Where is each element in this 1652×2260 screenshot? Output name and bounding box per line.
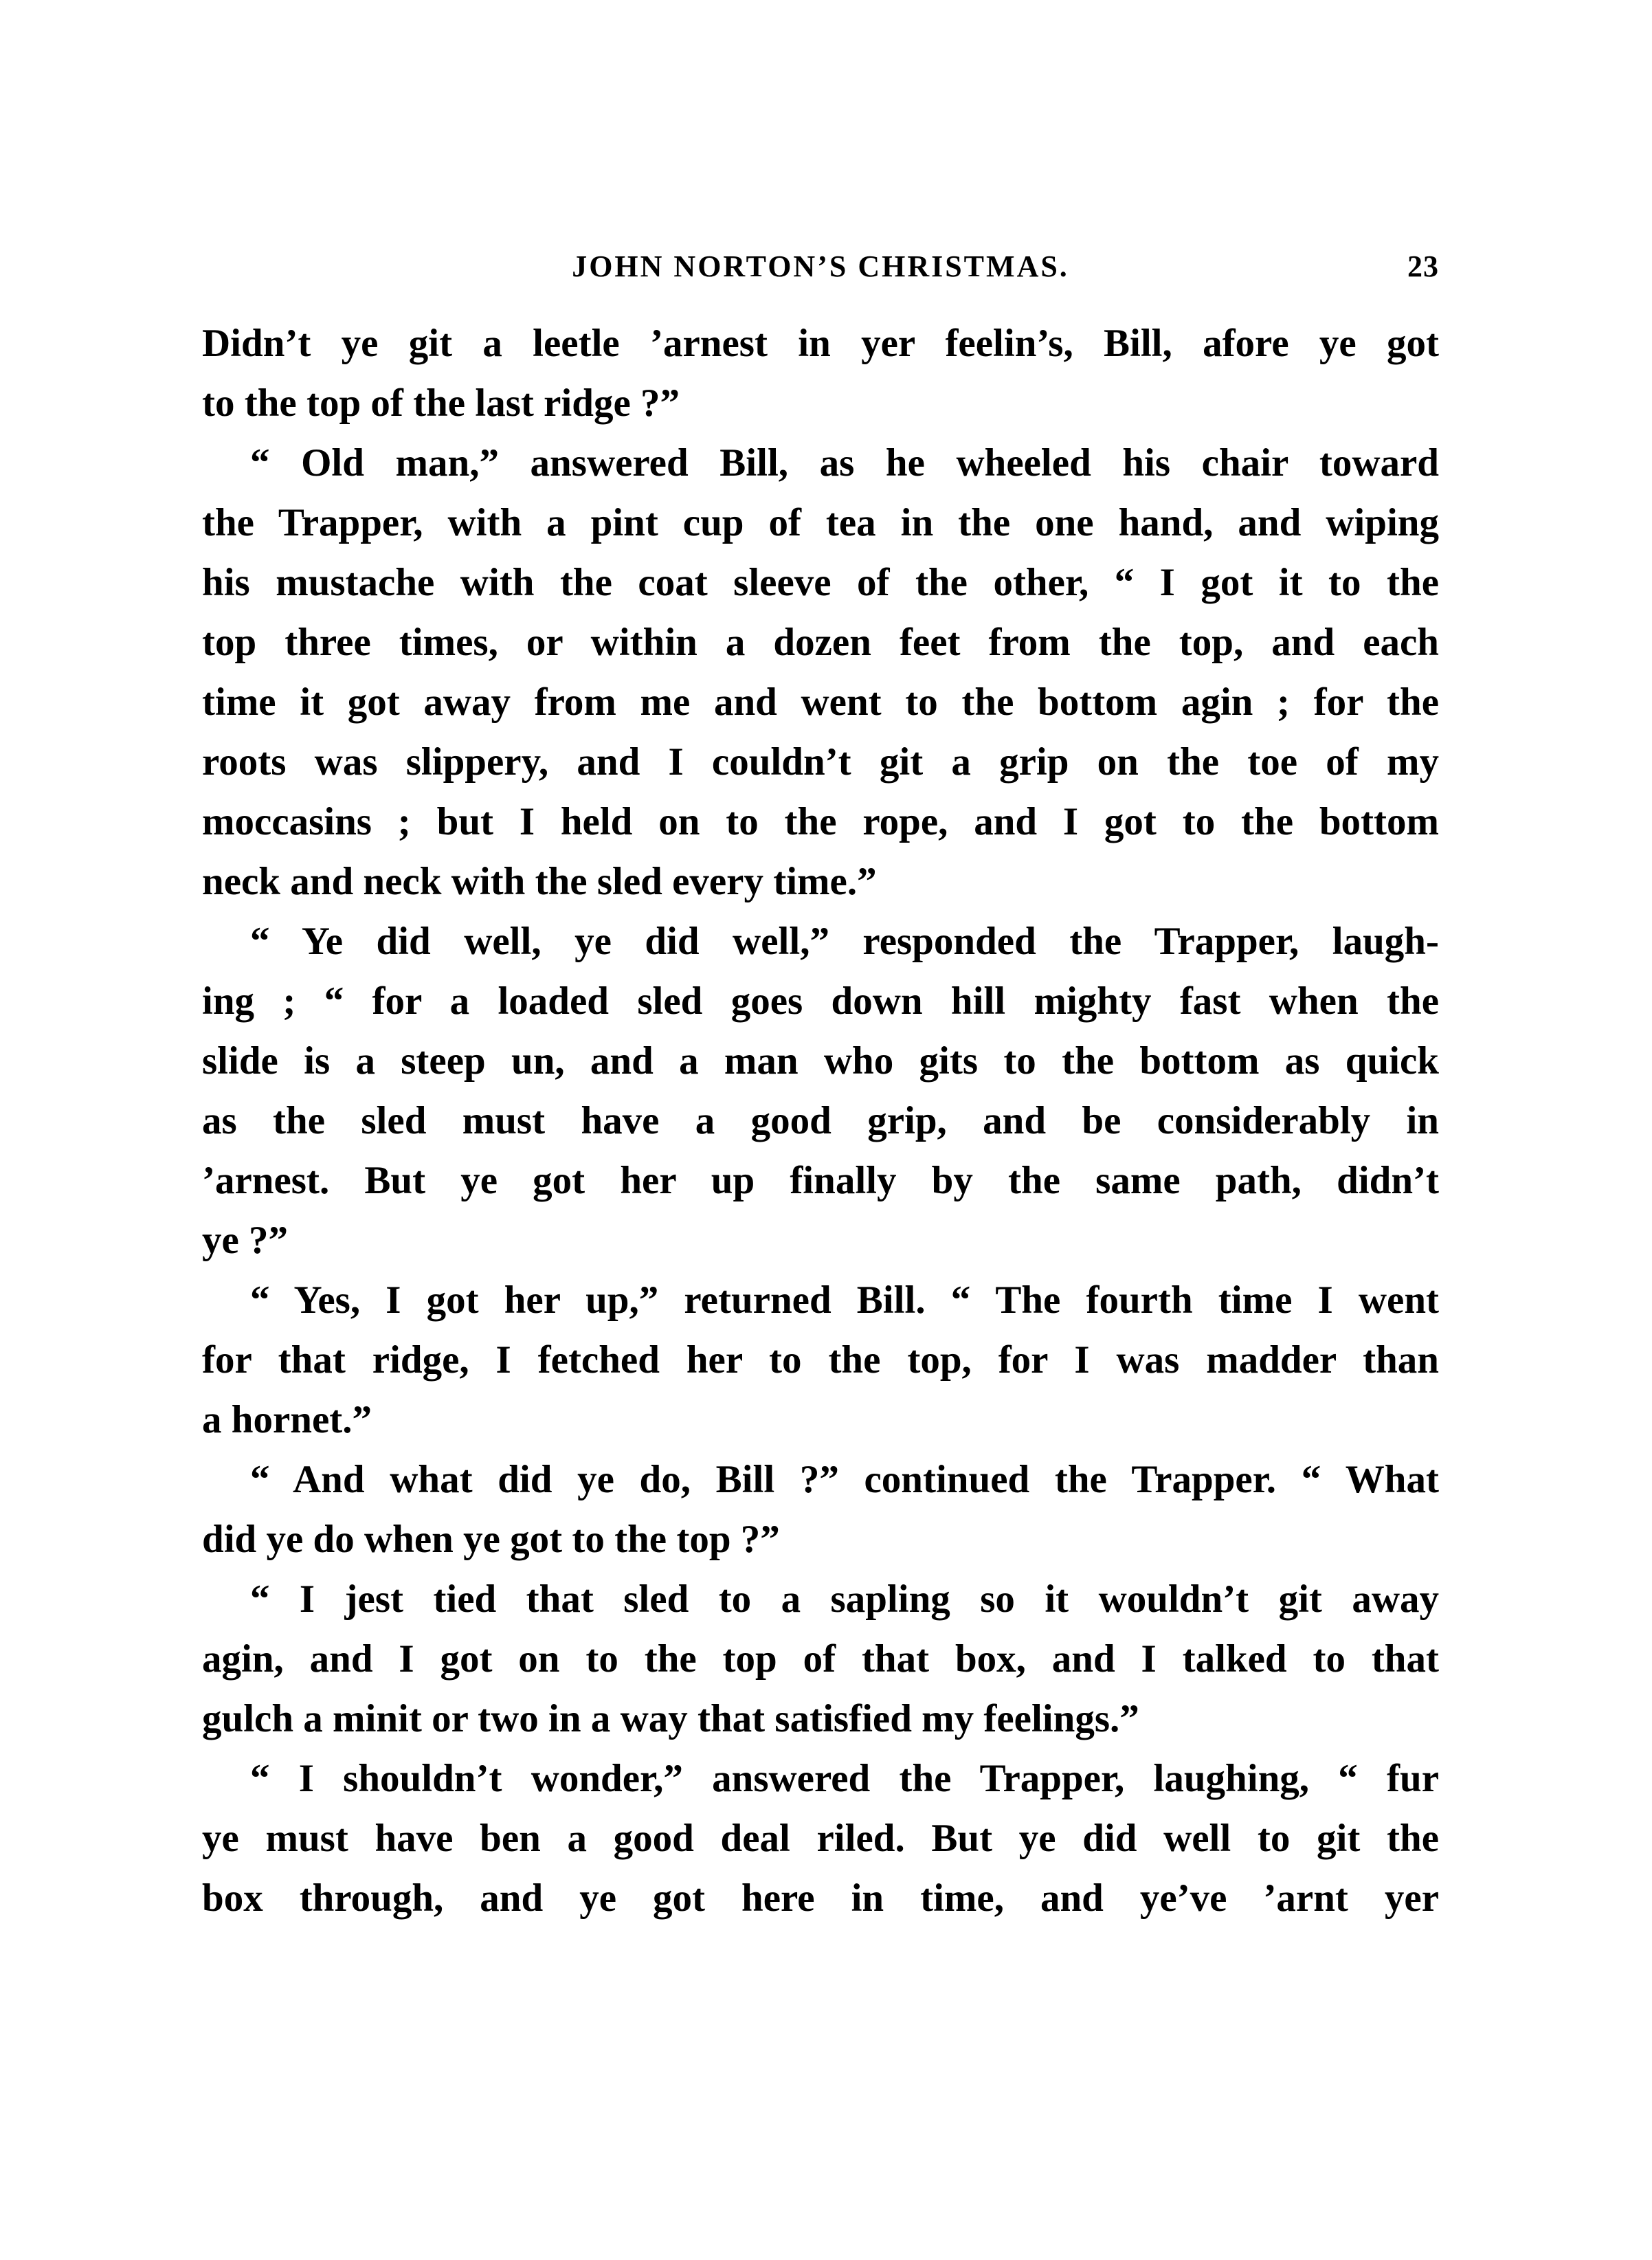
text-line: gulch a minit or two in a way that satisfied my feelings.” [202, 1697, 1139, 1740]
paragraph [202, 433, 1439, 911]
text-line: ’arnest. But ye got her up finally by the same path, didn’t [202, 1159, 1439, 1202]
text-line: “ And what did ye do, Bill ?” continued the Trapper. “ What [250, 1458, 1439, 1501]
text-line: neck and neck with the sled every time.” [202, 860, 877, 903]
text-column [202, 252, 1439, 1928]
text-line: time it got away from me and went to the bottom agin ; for the [202, 680, 1439, 724]
text-line: to the top of the last ridge ?” [202, 381, 680, 425]
running-header [202, 252, 1439, 282]
paragraph [202, 1270, 1439, 1450]
text-line: agin, and I got on to the top of that box, and I talked to that [202, 1637, 1439, 1681]
text-line: did ye do when ye got to the top ?” [202, 1518, 780, 1561]
text-line: “ I jest tied that sled to a sapling so it wouldn’t git away [250, 1577, 1439, 1621]
text-line: Didn’t ye git a leetle ’arnest in yer feelin’s, Bill, afore ye got [202, 322, 1439, 365]
text-line: “ Yes, I got her up,” returned Bill. “ The fourth time I went [250, 1278, 1439, 1322]
text-line: ye ?” [202, 1219, 289, 1262]
text-line: the Trapper, with a pint cup of tea in the one hand, and wiping [202, 501, 1439, 544]
text-line: “ I shouldn’t wonder,” answered the Trapper, laughing, “ fur [250, 1757, 1439, 1800]
text-line: box through, and ye got here in time, and ye’ve ’arnt yer [202, 1876, 1439, 1920]
text-line: slide is a steep un, and a man who gits to the bottom as quick [202, 1039, 1439, 1083]
text-line: a hornet.” [202, 1398, 372, 1441]
page-title: JOHN NORTON’S CHRISTMAS. [572, 250, 1069, 283]
page-number: 23 [1407, 250, 1439, 283]
paragraph [202, 911, 1439, 1270]
text-line: moccasins ; but I held on to the rope, and I got to the bottom [202, 800, 1439, 843]
text-line: as the sled must have a good grip, and be considerably in [202, 1099, 1439, 1142]
page-body [202, 313, 1439, 1928]
text-line: “ Old man,” answered Bill, as he wheeled his chair toward [250, 441, 1439, 485]
paragraph [202, 1569, 1439, 1749]
paragraph [202, 1749, 1439, 1928]
text-line: ing ; “ for a loaded sled goes down hill mighty fast when the [202, 979, 1439, 1023]
paragraph [202, 1450, 1439, 1569]
text-line: his mustache with the coat sleeve of the other, “ I got it to the [202, 561, 1439, 604]
text-line: roots was slippery, and I couldn’t git a grip on the toe of my [202, 740, 1439, 784]
paragraph [202, 313, 1439, 433]
text-line: “ Ye did well, ye did well,” responded the Trapper, laugh- [250, 920, 1439, 963]
text-line: top three times, or within a dozen feet from the top, and each [202, 621, 1439, 664]
text-line: ye must have ben a good deal riled. But ye did well to git the [202, 1817, 1439, 1860]
text-line: for that ridge, I fetched her to the top, for I was madder than [202, 1338, 1439, 1382]
